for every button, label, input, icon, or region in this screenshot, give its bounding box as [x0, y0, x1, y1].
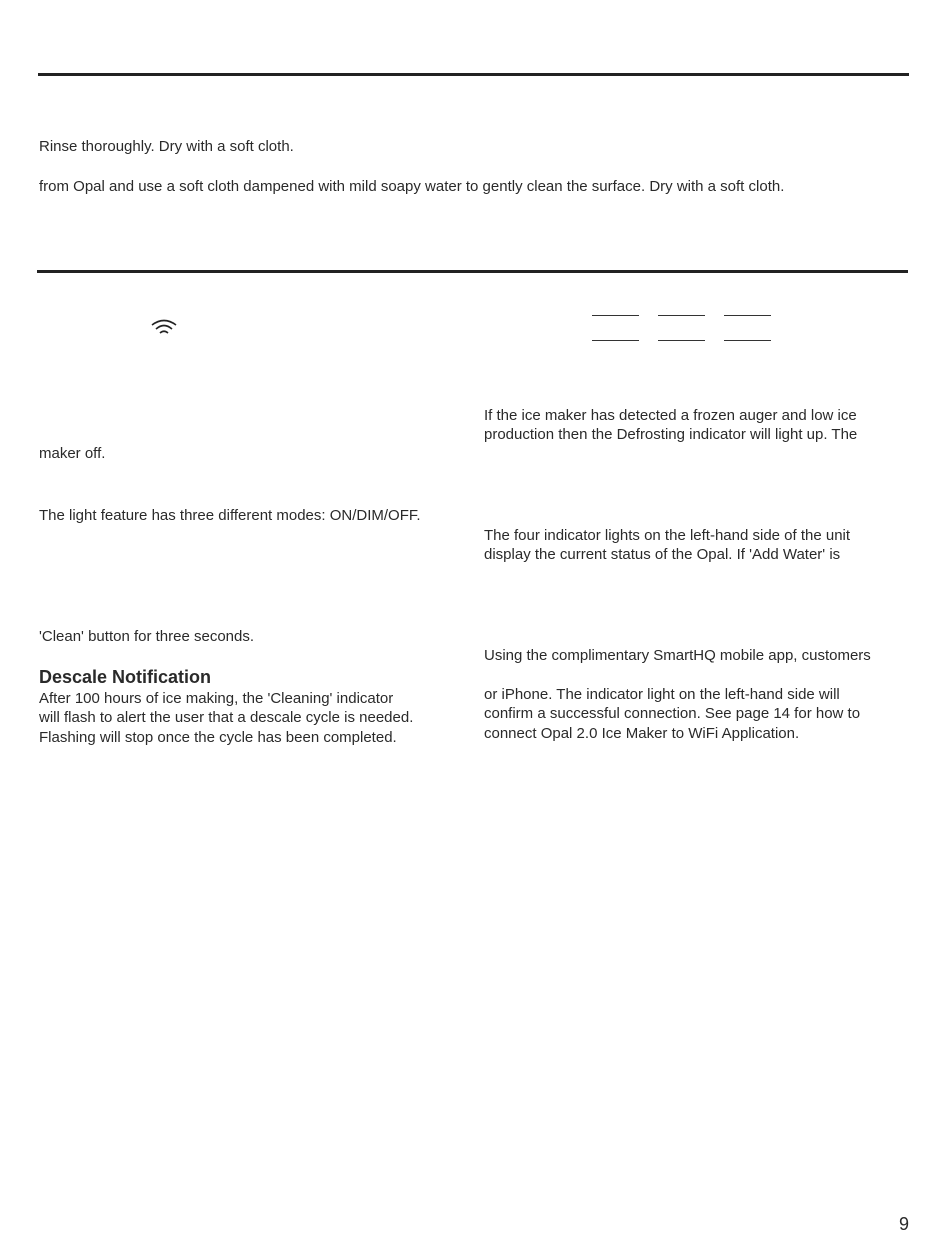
smarthq-text-line: or iPhone. The indicator light on the left-hand side will [484, 686, 840, 703]
blank-underline [724, 340, 771, 341]
indicator-text-line: display the current status of the Opal. If 'Add Water' is [484, 546, 841, 563]
descale-text-line: Flashing will stop once the cycle has been completed. [39, 729, 397, 746]
descale-text-line: After 100 hours of ice making, the 'Cleaning' indicator [39, 690, 394, 707]
wifi-icon [150, 318, 178, 338]
defrost-text-line: If the ice maker has detected a frozen auger and low ice [484, 407, 857, 424]
top-divider [38, 73, 909, 76]
cleaning-rinse-text: Rinse thoroughly. Dry with a soft cloth. [39, 138, 294, 155]
blank-underline [658, 340, 705, 341]
page-number: 9 [899, 1214, 910, 1234]
descale-heading: Descale Notification [39, 667, 212, 687]
blank-underline [592, 340, 639, 341]
smarthq-text-line: connect Opal 2.0 Ice Maker to WiFi Application. [484, 725, 800, 742]
defrost-text-line: production then the Defrosting indicator will light up. The [484, 426, 858, 443]
smarthq-text-line: confirm a successful connection. See page 14 for how to [484, 705, 861, 722]
smarthq-text-line: Using the complimentary SmartHQ mobile app, customers [484, 647, 871, 664]
blank-underline [658, 315, 705, 316]
blank-underline [724, 315, 771, 316]
descale-text-line: will flash to alert the user that a descale cycle is needed. [39, 709, 414, 726]
clean-button-text: 'Clean' button for three seconds. [39, 628, 255, 645]
cleaning-surface-text: from Opal and use a soft cloth dampened with mild soapy water to gently clean the surface. Dry with a soft cloth. [39, 178, 785, 195]
ice-maker-off-text: maker off. [39, 445, 106, 462]
blank-underline [592, 315, 639, 316]
indicator-text-line: The four indicator lights on the left-hand side of the unit [484, 527, 851, 544]
light-modes-text: The light feature has three different modes: ON/DIM/OFF. [39, 507, 421, 524]
section-divider [37, 270, 908, 273]
